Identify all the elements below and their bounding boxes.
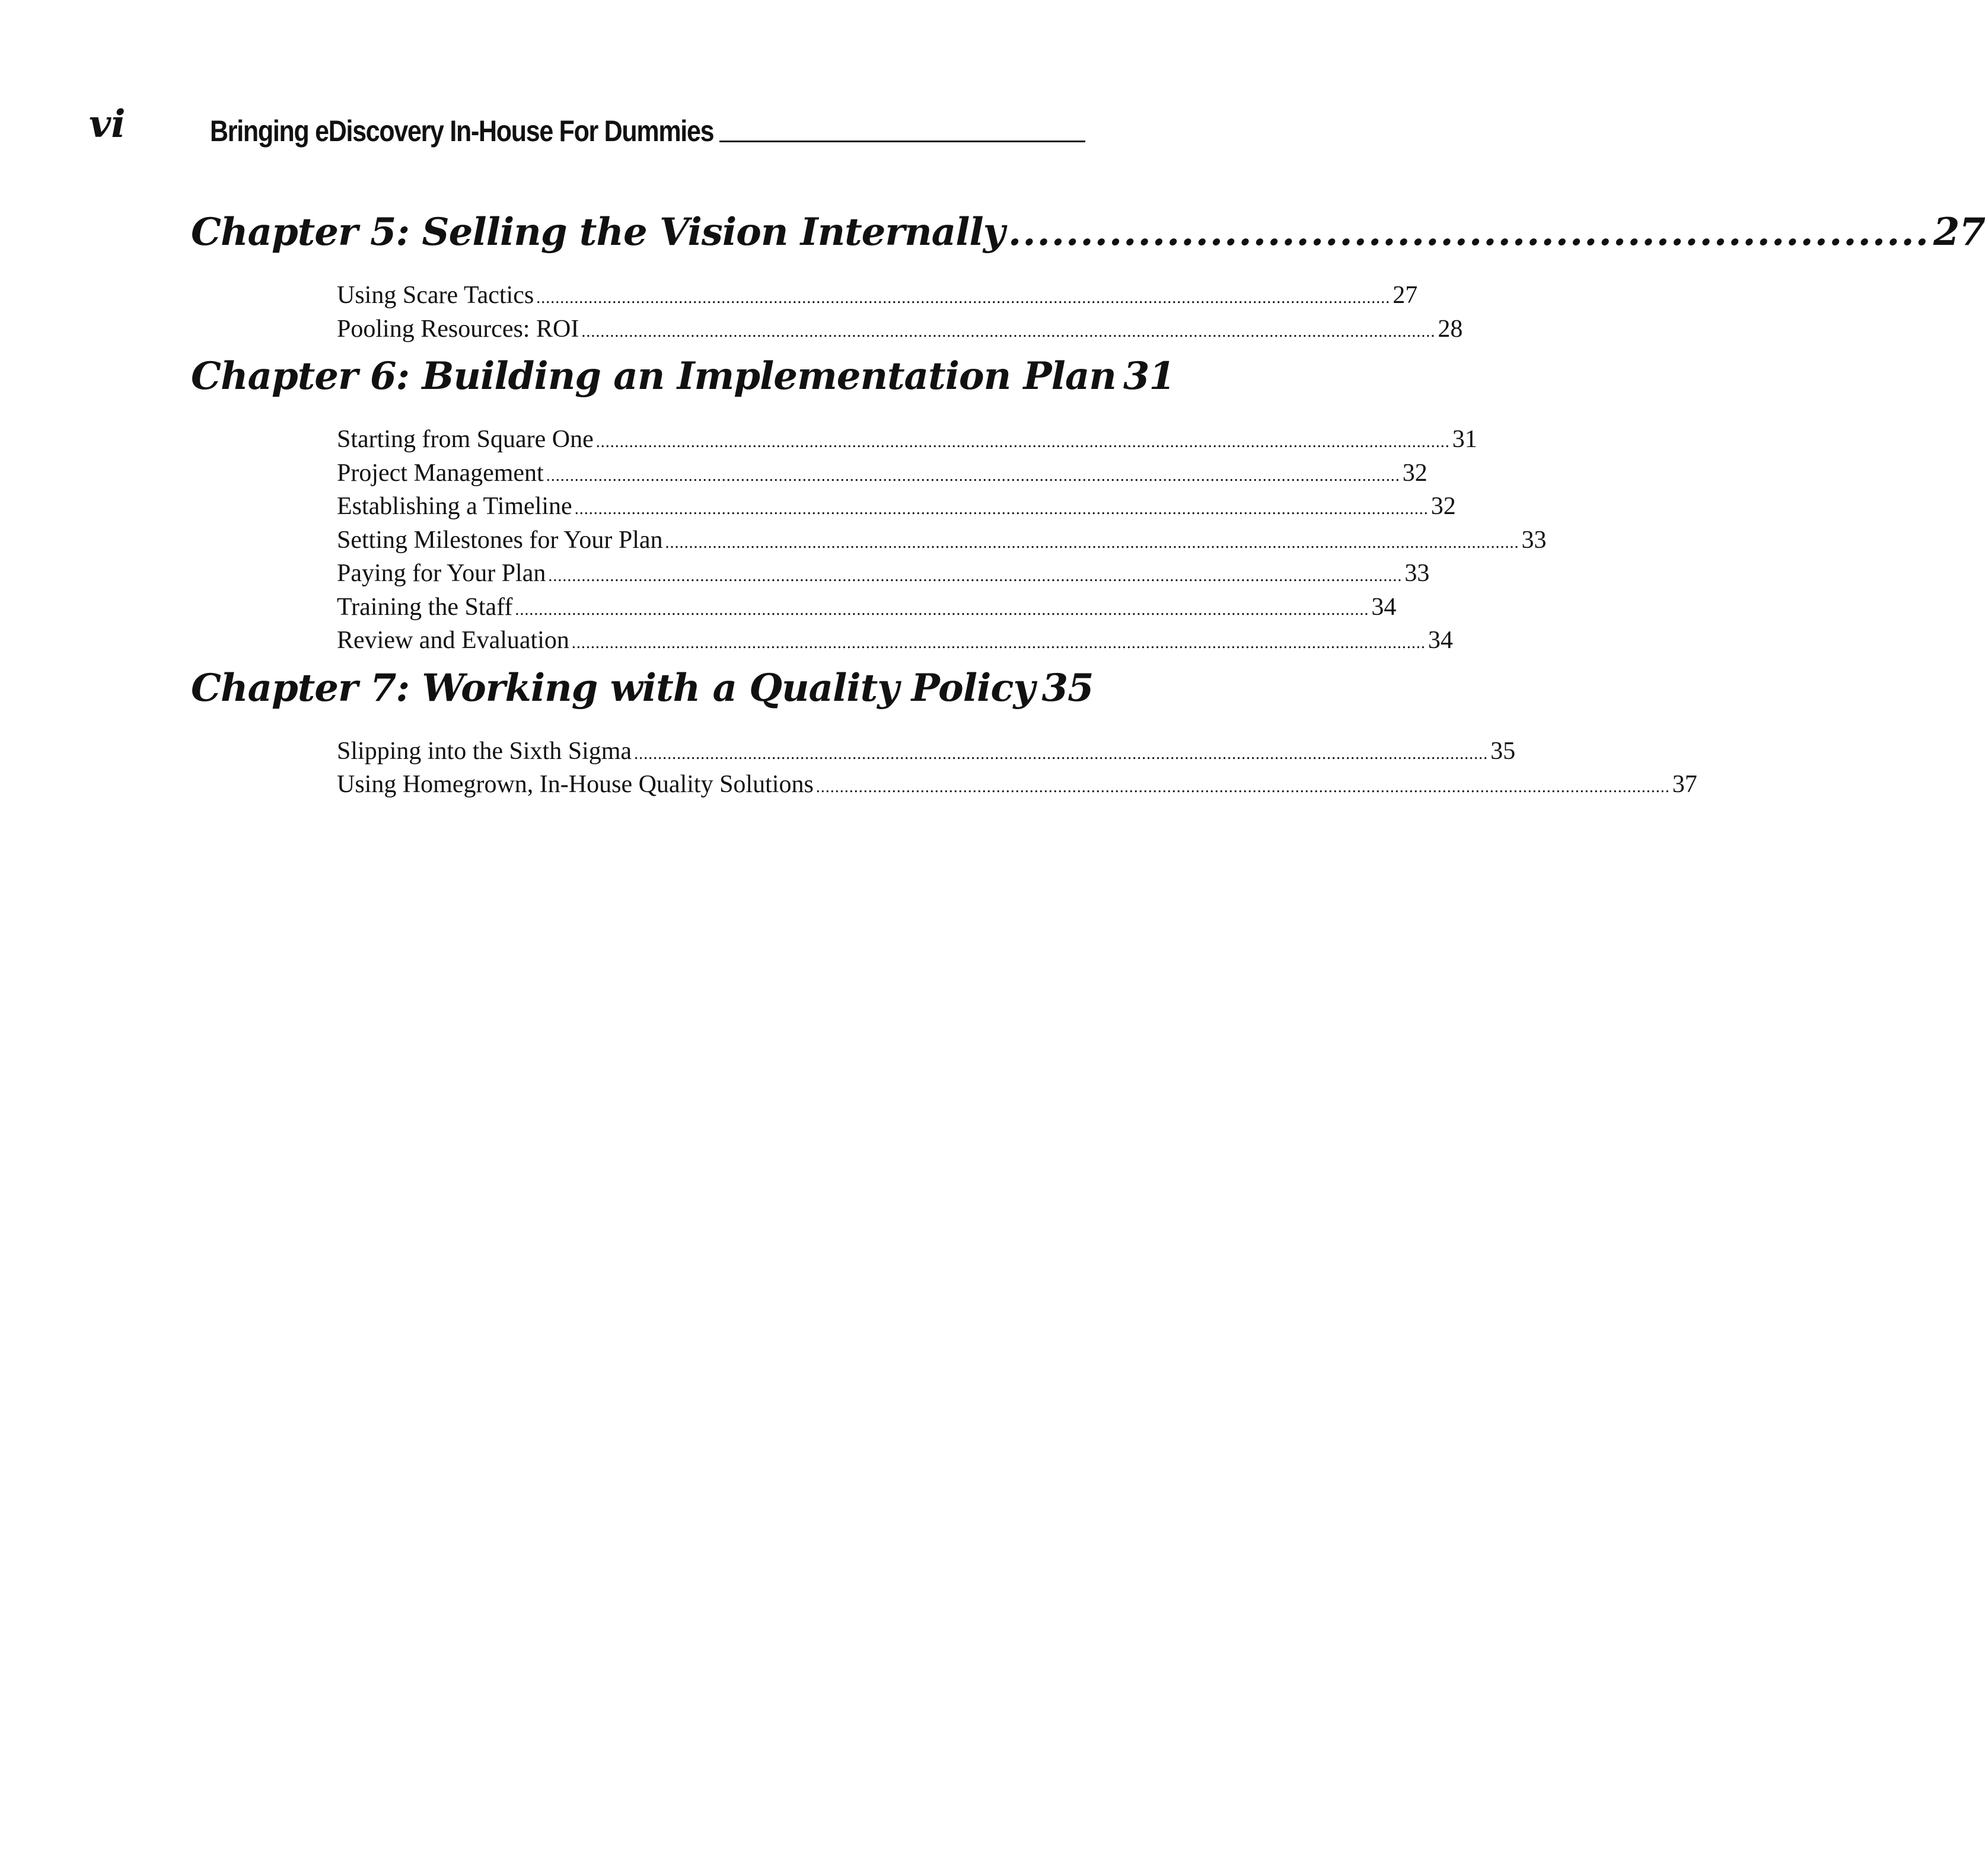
table-of-contents <box>191 208 1985 813</box>
section-entry <box>337 423 1477 457</box>
section-entry <box>337 524 1547 557</box>
chapter-entry <box>191 210 1985 270</box>
chapter-title: Chapter 5: Selling the Vision Internally <box>191 210 1005 254</box>
chapter-page-number: 31 <box>1123 354 1175 398</box>
section-entry <box>337 490 1456 524</box>
section-list <box>337 279 1463 346</box>
dot-leader: .................................................................................................................................................................................... <box>595 433 1450 451</box>
section-entry <box>337 557 1430 591</box>
dot-leader: .................................................................................................................................................................................... <box>571 634 1426 652</box>
dot-leader: .................................................................................................................................................................................... <box>665 533 1519 552</box>
section-page-number: 33 <box>1404 560 1430 587</box>
section-entry <box>337 591 1397 624</box>
dot-leader: .................................................................................................................................................................................... <box>536 289 1391 307</box>
dot-leader: .................................................................................................................................................................................... <box>546 466 1400 485</box>
section-list <box>337 735 1697 802</box>
section-page-number: 34 <box>1371 593 1397 621</box>
dot-leader: .................................................................................................................................................................................... <box>548 567 1403 585</box>
section-title: Pooling Resources: ROI <box>337 315 579 343</box>
section-entry <box>337 279 1418 312</box>
section-title: Establishing a Timeline <box>337 493 572 520</box>
section-title: Setting Milestones for Your Plan <box>337 526 663 554</box>
section-entry <box>337 768 1697 802</box>
section-title: Using Homegrown, In-House Quality Solutions <box>337 771 814 798</box>
dot-leader: .................................................................................................................................................................................... <box>574 500 1429 518</box>
section-page-number: 34 <box>1428 627 1453 654</box>
section-page-number: 31 <box>1452 426 1477 453</box>
section-page-number: 28 <box>1438 315 1463 343</box>
section-page-number: 37 <box>1672 771 1697 798</box>
section-page-number: 35 <box>1490 737 1516 765</box>
section-entry <box>337 735 1516 768</box>
chapter-entry <box>191 354 1175 414</box>
chapter-title: Chapter 6: Building an Implementation Plan <box>191 354 1116 398</box>
section-page-number: 27 <box>1393 282 1418 309</box>
section-entry <box>337 624 1453 658</box>
dot-leader: .................................................................................................................................................................................... <box>815 778 1670 796</box>
chapter-entry <box>191 665 1094 726</box>
section-title: Project Management <box>337 459 544 487</box>
book-title: Bringing eDiscovery In-House For Dummies <box>210 114 714 148</box>
dot-leader: .................................................................................................................................................................................... <box>634 744 1489 763</box>
dot-leader: ................................................................ <box>1008 210 1930 254</box>
dot-leader: .................................................................................................................................................................................... <box>581 322 1436 341</box>
header-rule <box>719 141 1085 142</box>
section-page-number: 32 <box>1402 459 1428 487</box>
chapter-page-number: 35 <box>1041 665 1094 710</box>
section-page-number: 32 <box>1430 493 1456 520</box>
running-head <box>210 116 1085 146</box>
section-title: Slipping into the Sixth Sigma <box>337 737 632 765</box>
section-title: Using Scare Tactics <box>337 282 534 309</box>
chapter-page-number: 27 <box>1933 210 1985 254</box>
chapter-title: Chapter 7: Working with a Quality Policy <box>191 665 1035 710</box>
dot-leader: .................................................................................................................................................................................... <box>515 600 1369 619</box>
page-number: vi <box>89 102 126 146</box>
section-title: Training the Staff <box>337 593 513 621</box>
section-entry <box>337 457 1428 490</box>
section-entry <box>337 312 1463 346</box>
section-title: Review and Evaluation <box>337 627 569 654</box>
section-title: Paying for Your Plan <box>337 560 546 587</box>
section-title: Starting from Square One <box>337 426 594 453</box>
section-page-number: 33 <box>1521 526 1547 554</box>
section-list <box>337 423 1547 658</box>
